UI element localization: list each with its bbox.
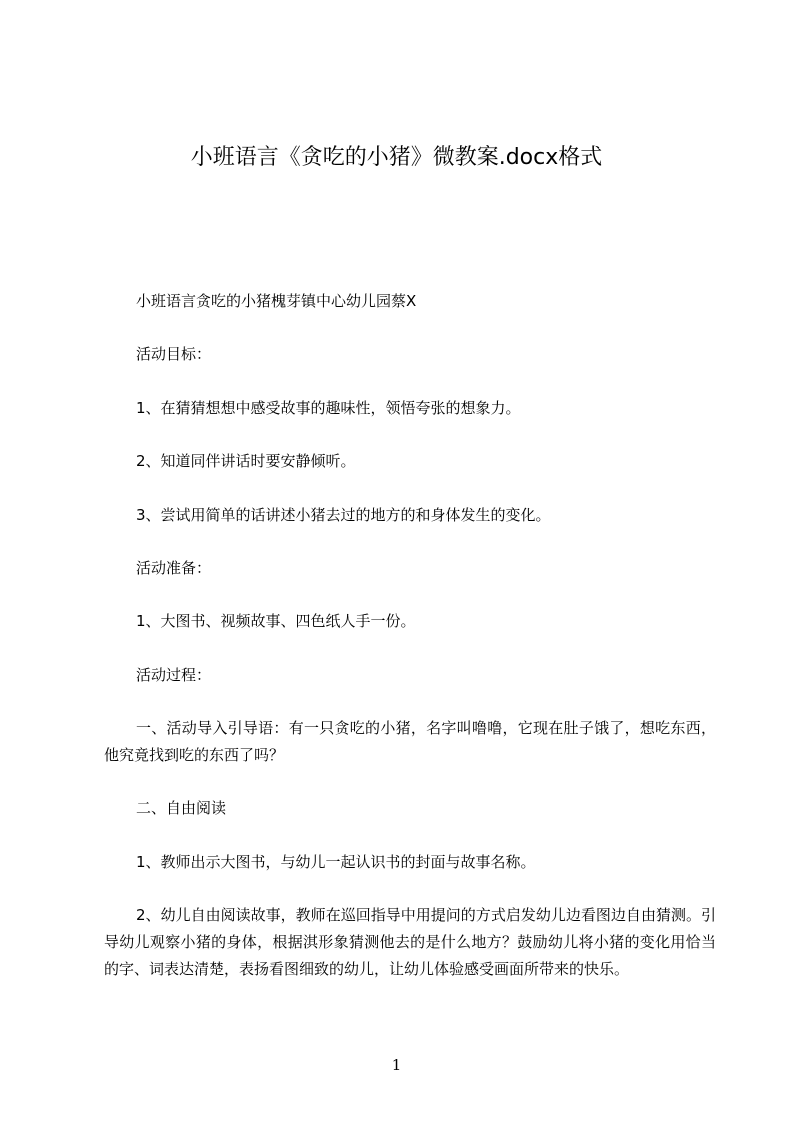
paragraph-reading-step-1: 1、教师出示大图书，与幼儿一起认识书的封面与故事名称。 (136, 853, 536, 871)
paragraph-goal-3: 3、尝试用简单的话讲述小猪去过的地方的和身体发生的变化。 (136, 506, 551, 524)
paragraph-author-line: 小班语言贪吃的小猪槐芽镇中心幼儿园蔡X (136, 292, 417, 310)
paragraph-activity-goals-heading: 活动目标： (136, 345, 212, 363)
paragraph-step-intro: 一、活动导入引导语：有一只贪吃的小猪，名字叫噜噜，它现在肚子饿了，想吃东西，他究竟找到吃的东西了吗？ (104, 719, 716, 764)
paragraph-free-reading-heading: 二、自由阅读 (136, 799, 227, 817)
page-number: 1 (391, 1056, 402, 1074)
paragraph-preparation-1: 1、大图书、视频故事、四色纸人手一份。 (136, 612, 416, 630)
paragraph-preparation-heading: 活动准备： (136, 559, 212, 577)
paragraph-goal-2: 2、知道同伴讲话时要安静倾听。 (136, 452, 356, 470)
paragraph-process-heading: 活动过程： (136, 666, 212, 684)
paragraph-goal-1: 1、在猜猜想想中感受故事的趣味性，领悟夸张的想象力。 (136, 399, 521, 417)
document-title: 小班语言《贪吃的小猪》微教案.docx格式 (190, 145, 603, 170)
paragraph-reading-step-2: 2、幼儿自由阅读故事，教师在巡回指导中用提问的方式启发幼儿边看图边自由猜测。引导幼儿观察小猪的身体，根据淇形象猜测他去的是什么地方？鼓励幼儿将小猪的变化用恰当的字、词表达清楚，表扬看图细致的幼儿，让幼儿体验感受画面所带来的快乐。 (104, 906, 716, 978)
